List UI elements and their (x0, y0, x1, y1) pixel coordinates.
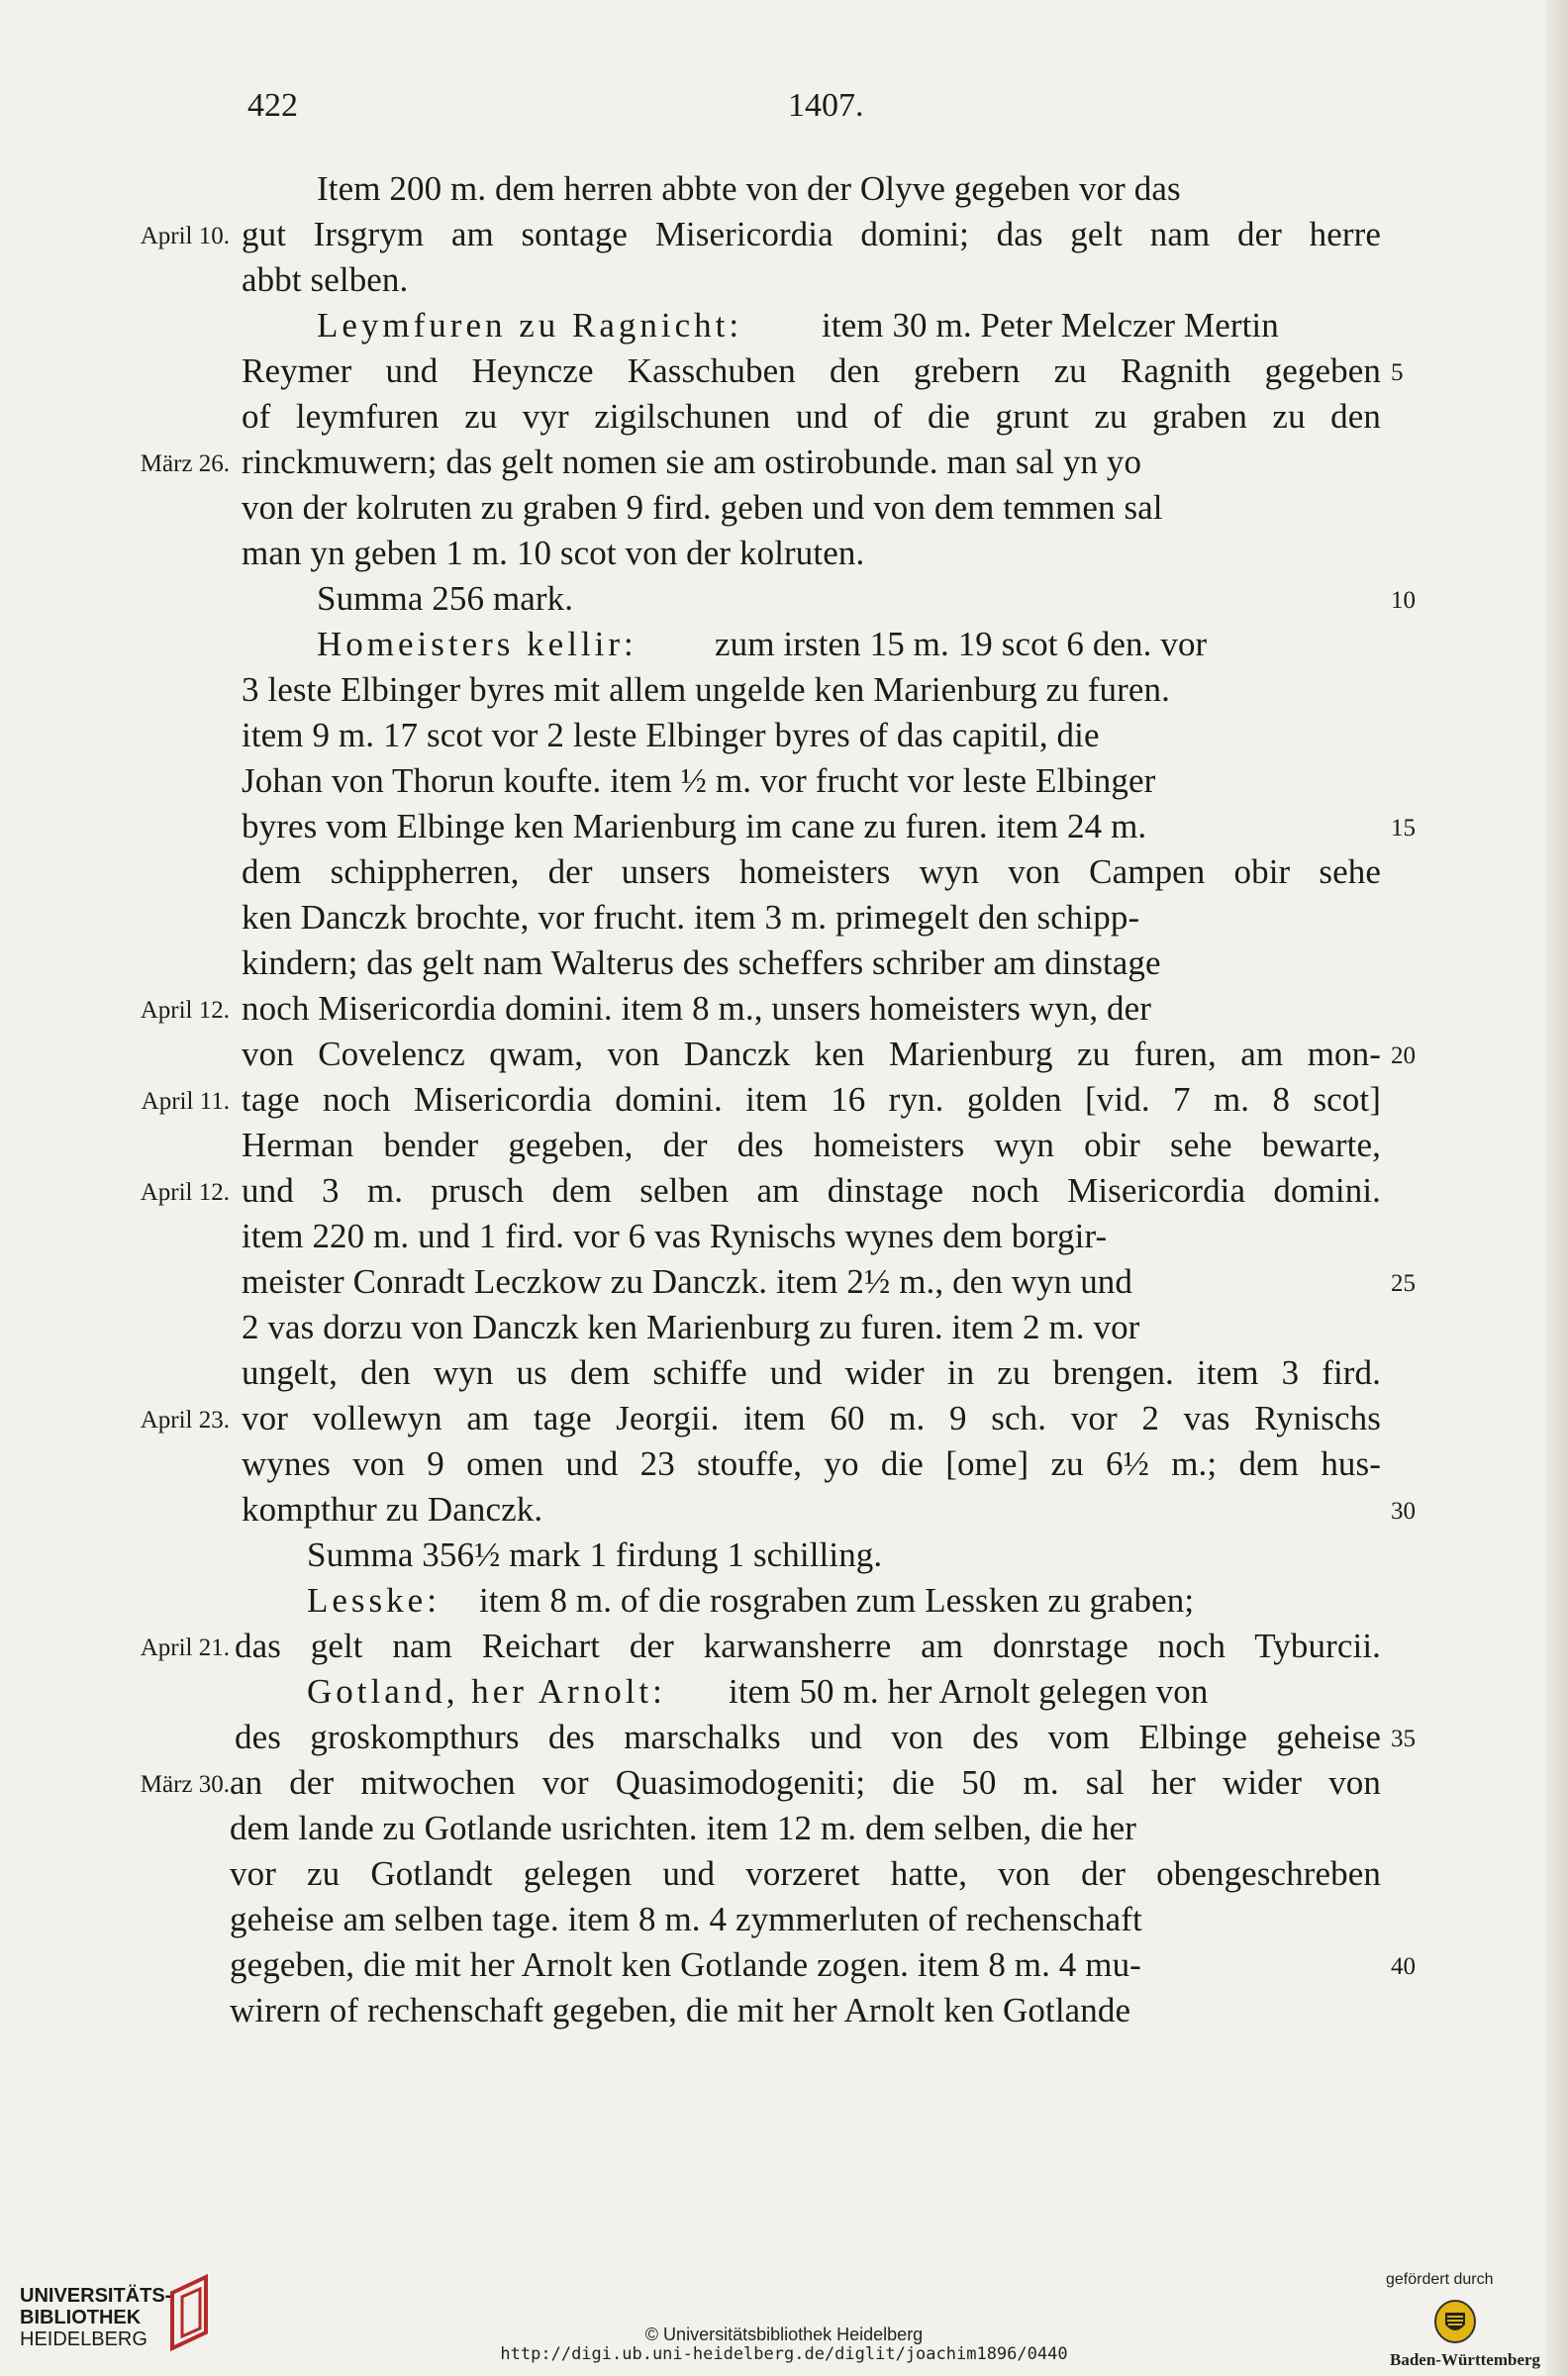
text-segment: geheise am selben tage. item 8 m. 4 zymmerluten of rechenschaft (230, 1900, 1142, 1938)
text-segment: man yn geben 1 m. 10 scot von der kolruten. (242, 534, 865, 572)
text-segment: kompthur zu Danczk. (242, 1490, 543, 1529)
margin-date: April 10. (140, 223, 230, 249)
text-line (0, 485, 1568, 531)
state-seal-icon (1433, 2299, 1477, 2344)
text-segment: meister Conradt Leczkow zu Danczk. item 2½ m., den wyn und (242, 1262, 1132, 1301)
text-line (0, 1669, 1568, 1715)
section-heading: Leymfuren zu Ragnicht: (317, 306, 743, 345)
text-line (0, 1578, 1568, 1624)
section-heading: Lesske: (307, 1581, 441, 1620)
text-segment: item 30 m. Peter Melczer Mertin (822, 306, 1279, 345)
page-number: 422 (247, 87, 298, 124)
text-line (0, 986, 1568, 1032)
text-segment: von Covelencz qwam, von Danczk ken Marienburg zu furen, am mon- (242, 1035, 1381, 1073)
text-line (0, 1942, 1568, 1988)
text-line (0, 1715, 1568, 1760)
text-segment: abbt selben. (242, 260, 409, 299)
text-line (0, 713, 1568, 758)
text-segment: item 8 m. of die rosgraben zum Lessken zu graben; (479, 1581, 1195, 1620)
text-segment: des groskompthurs des marschalks und von des vom Elbinge geheise (235, 1718, 1381, 1756)
text-segment: 3 leste Elbinger byres mit allem ungelde ken Marienburg zu furen. (242, 670, 1170, 709)
line-number: 40 (1391, 1953, 1416, 1980)
text-segment: noch Misericordia domini. item 8 m., unsers homeisters wyn, der (242, 989, 1152, 1028)
text-segment: gut Irsgrym am sontage Misericordia domini; das gelt nam der herre (242, 215, 1381, 253)
footer (0, 2247, 1568, 2376)
margin-date: April 12. (140, 1179, 230, 1206)
page-edge (1546, 0, 1568, 2376)
text-line (0, 622, 1568, 667)
text-segment: Johan von Thorun koufte. item ½ m. vor frucht vor leste Elbinger (242, 761, 1156, 800)
text-segment: an der mitwochen vor Quasimodogeniti; die 50 m. sal her wider von (230, 1763, 1381, 1802)
text-segment: wynes von 9 omen und 23 stouffe, yo die [ome] zu 6½ m.; dem hus- (242, 1444, 1381, 1483)
margin-date: April 21. (140, 1634, 230, 1661)
text-line (0, 758, 1568, 804)
text-line (0, 849, 1568, 895)
text-line (0, 166, 1568, 212)
text-line (0, 940, 1568, 986)
text-segment: das gelt nam Reichart der karwansherre am donrstage noch Tyburcii. (235, 1627, 1381, 1665)
line-number: 30 (1391, 1498, 1416, 1525)
text-line (0, 1123, 1568, 1168)
text-segment: Item 200 m. dem herren abbte von der Olyve gegeben vor das (317, 169, 1181, 208)
text-line (0, 1533, 1568, 1578)
text-segment: tage noch Misericordia domini. item 16 ryn. golden [vid. 7 m. 8 scot] (242, 1080, 1381, 1119)
line-number: 15 (1391, 815, 1416, 842)
text-line (0, 804, 1568, 849)
text-line (0, 1806, 1568, 1851)
text-segment: of leymfuren zu vyr zigilschunen und of die grunt zu graben zu den (242, 397, 1381, 436)
funded-by-text: gefördert durch (1386, 2271, 1494, 2288)
margin-date: März 26. (140, 450, 230, 477)
text-segment: ungelt, den wyn us dem schiffe und wider in zu brengen. item 3 fird. (242, 1353, 1381, 1392)
section-heading: Homeisters kellir: (317, 625, 637, 663)
text-segment: Summa 256 mark. (317, 579, 574, 618)
text-line (0, 1487, 1568, 1533)
text-line (0, 1624, 1568, 1669)
margin-date: April 23. (140, 1407, 230, 1434)
text-segment: ken Danczk brochte, vor frucht. item 3 m. primegelt den schipp- (242, 898, 1140, 937)
text-line (0, 1760, 1568, 1806)
text-line (0, 1988, 1568, 2033)
text-segment: vor zu Gotlandt gelegen und vorzeret hatte, von der obengeschreben (230, 1854, 1381, 1893)
line-number: 5 (1391, 359, 1404, 386)
line-number: 10 (1391, 587, 1416, 614)
text-line (0, 1214, 1568, 1259)
text-segment: zum irsten 15 m. 19 scot 6 den. vor (715, 625, 1208, 663)
text-line (0, 895, 1568, 940)
section-heading: Gotland, her Arnolt: (307, 1672, 666, 1711)
margin-date: März 30. (140, 1771, 230, 1798)
margin-date: April 11. (141, 1088, 230, 1115)
text-line (0, 440, 1568, 485)
text-line (0, 212, 1568, 257)
page-header (0, 87, 1568, 127)
text-line (0, 257, 1568, 303)
text-line (0, 1396, 1568, 1441)
text-line (0, 667, 1568, 713)
text-line (0, 1350, 1568, 1396)
text-line (0, 303, 1568, 348)
text-segment: gegeben, die mit her Arnolt ken Gotlande zogen. item 8 m. 4 mu- (230, 1945, 1141, 1984)
text-line (0, 1259, 1568, 1305)
text-segment: von der kolruten zu graben 9 fird. geben und von dem temmen sal (242, 488, 1163, 527)
text-line (0, 531, 1568, 576)
text-line (0, 1441, 1568, 1487)
text-line (0, 1032, 1568, 1077)
line-number: 35 (1391, 1726, 1416, 1752)
text-line (0, 1851, 1568, 1897)
library-name: UNIVERSITÄTS- BIBLIOTHEK HEIDELBERG (20, 2285, 172, 2350)
text-segment: byres vom Elbinge ken Marienburg im cane zu furen. item 24 m. (242, 807, 1147, 845)
text-segment: item 9 m. 17 scot vor 2 leste Elbinger byres of das capitil, die (242, 716, 1100, 754)
copyright-text: © Universitätsbibliothek Heidelberg (644, 2325, 924, 2344)
text-segment: Reymer und Heyncze Kasschuben den grebern zu Ragnith gegeben (242, 351, 1381, 390)
text-segment: Summa 356½ mark 1 firdung 1 schilling. (307, 1535, 883, 1574)
funder-name: Baden-Württemberg (1390, 2350, 1541, 2369)
margin-date: April 12. (140, 997, 230, 1024)
text-line (0, 1897, 1568, 1942)
text-line (0, 394, 1568, 440)
text-segment: rinckmuwern; das gelt nomen sie am ostirobunde. man sal yn yo (242, 443, 1142, 481)
source-url[interactable]: http://digi.ub.uni-heidelberg.de/diglit/joachim1896/0440 (500, 2344, 1068, 2364)
text-line (0, 576, 1568, 622)
text-segment: 2 vas dorzu von Danczk ken Marienburg zu furen. item 2 m. vor (242, 1308, 1140, 1346)
text-line (0, 1077, 1568, 1123)
running-year: 1407. (788, 87, 864, 124)
text-segment: und 3 m. prusch dem selben am dinstage noch Misericordia domini. (242, 1171, 1381, 1210)
text-line (0, 1168, 1568, 1214)
text-segment: item 50 m. her Arnolt gelegen von (729, 1672, 1209, 1711)
text-segment: dem lande zu Gotlande usrichten. item 12 m. dem selben, die her (230, 1809, 1137, 1847)
text-segment: vor vollewyn am tage Jeorgii. item 60 m. 9 sch. vor 2 vas Rynischs (242, 1399, 1381, 1437)
text-line (0, 1305, 1568, 1350)
text-segment: dem schippherren, der unsers homeisters wyn von Campen obir sehe (242, 852, 1381, 891)
text-segment: wirern of rechenschaft gegeben, die mit her Arnolt ken Gotlande (230, 1991, 1131, 2030)
text-segment: Herman bender gegeben, der des homeisters wyn obir sehe bewarte, (242, 1126, 1381, 1164)
text-segment: item 220 m. und 1 fird. vor 6 vas Rynischs wynes dem borgir- (242, 1217, 1108, 1255)
text-segment: kindern; das gelt nam Walterus des scheffers schriber am dinstage (242, 943, 1161, 982)
text-line (0, 348, 1568, 394)
line-number: 20 (1391, 1042, 1416, 1069)
line-number: 25 (1391, 1270, 1416, 1297)
